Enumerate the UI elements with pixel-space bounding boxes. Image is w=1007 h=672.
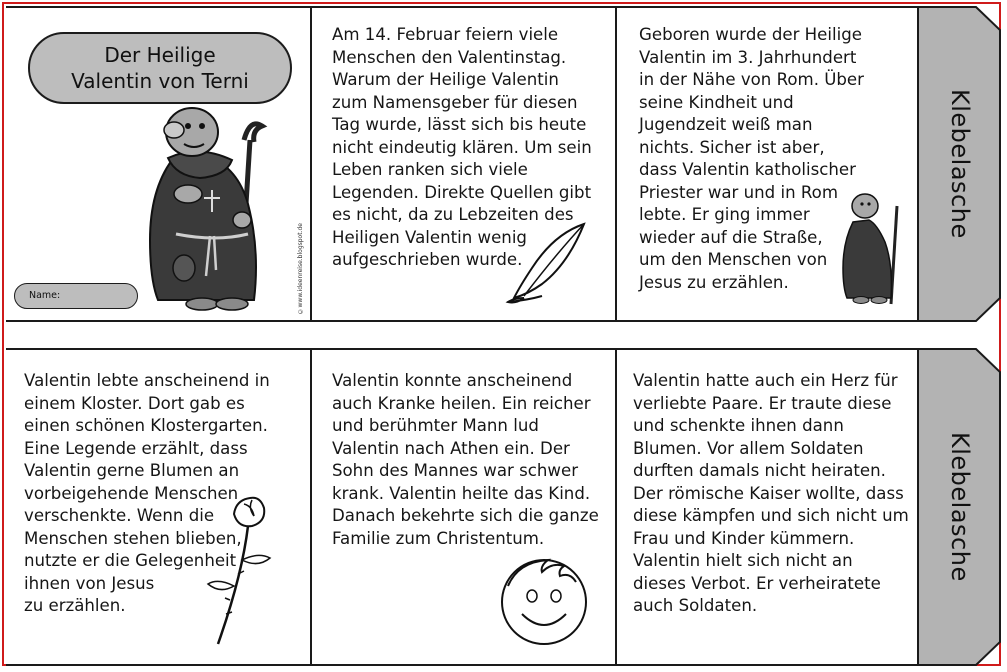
- small-monk-illustration: [839, 186, 909, 306]
- text-panel-3: [615, 8, 918, 320]
- title-panel: [6, 8, 310, 320]
- card-row-2: [6, 348, 918, 666]
- glue-tab-label-2: Klebelasche: [946, 432, 974, 582]
- glue-tab-label-1: Klebelasche: [946, 89, 974, 239]
- copyright-credit: ©www.ideenreise.blogspot.de: [297, 223, 304, 315]
- title-banner: [28, 32, 292, 104]
- name-field[interactable]: [14, 283, 138, 309]
- glue-tab-1: [918, 6, 1002, 322]
- rose-icon: [202, 490, 292, 650]
- panel-4-text: Valentin lebte anscheinend in einem Kloster. Dort gab es einen schönen Klostergarten. Eine Legende erzählt, dass Valentin gerne Blumen an vorbeigehende Menschen verschenkte. Wenn die Menschen stehen blieben, nutzte er die Gelegenheit ihnen von Jesus zu erzählen.: [24, 371, 270, 615]
- panel-6-text: Valentin hatte auch ein Herz für verliebte Paare. Er traute diese und schenkte ihnen dann Blumen. Vor allem Soldaten durften damals nicht heiraten. Der römische Kaiser wollte, dass diese kämpfen und sich nicht um Frau und Kinder kümmern. Valentin hielt sich nicht an dieses Verbot. Er verheiratete auch Soldaten.: [633, 371, 909, 615]
- monk-illustration: [132, 100, 302, 310]
- quill-icon: [504, 218, 594, 308]
- panel-5-text: Valentin konnte anscheinend auch Kranke heilen. Ein reicher und berühmter Mann lud Valentin nach Athen ein. Der Sohn des Mannes war schwer krank. Valentin heilte das Kind. Danach bekehrte sich die ganze Familie zum Christentum.: [332, 371, 599, 548]
- text-panel-2: [310, 8, 615, 320]
- text-panel-5: [310, 350, 615, 664]
- title-line-1: Der Heilige: [104, 43, 216, 67]
- panel-2-text: Am 14. Februar feiern viele Menschen den Valentinstag. Warum der Heilige Valentin zum Namensgeber für diesen Tag wurde, lässt sich bis heute nicht eindeutig klären. Um sein Leben ranken sich viele Legenden. Direkte Quellen gibt es nicht, da zu Lebzeiten des Heiligen Valentin wenig aufgeschrieben wurde.: [332, 25, 592, 269]
- child-face-icon: [494, 552, 594, 648]
- card-row-1: [6, 6, 918, 322]
- text-panel-6: [615, 350, 918, 664]
- panel-3-text: Geboren wurde der Heilige Valentin im 3. Jahrhundert in der Nähe von Rom. Über seine Kindheit und Jugendzeit weiß man nichts. Sicher ist aber, dass Valentin katholischer Priester war und in Rom lebte. Er ging immer wieder auf die Straße, um den Menschen von Jesus zu erzählen.: [639, 25, 864, 292]
- text-panel-4: [6, 350, 310, 664]
- glue-tab-2: [918, 348, 1002, 666]
- name-label: Name:: [29, 290, 61, 301]
- title-line-2: Valentin von Terni: [71, 69, 249, 93]
